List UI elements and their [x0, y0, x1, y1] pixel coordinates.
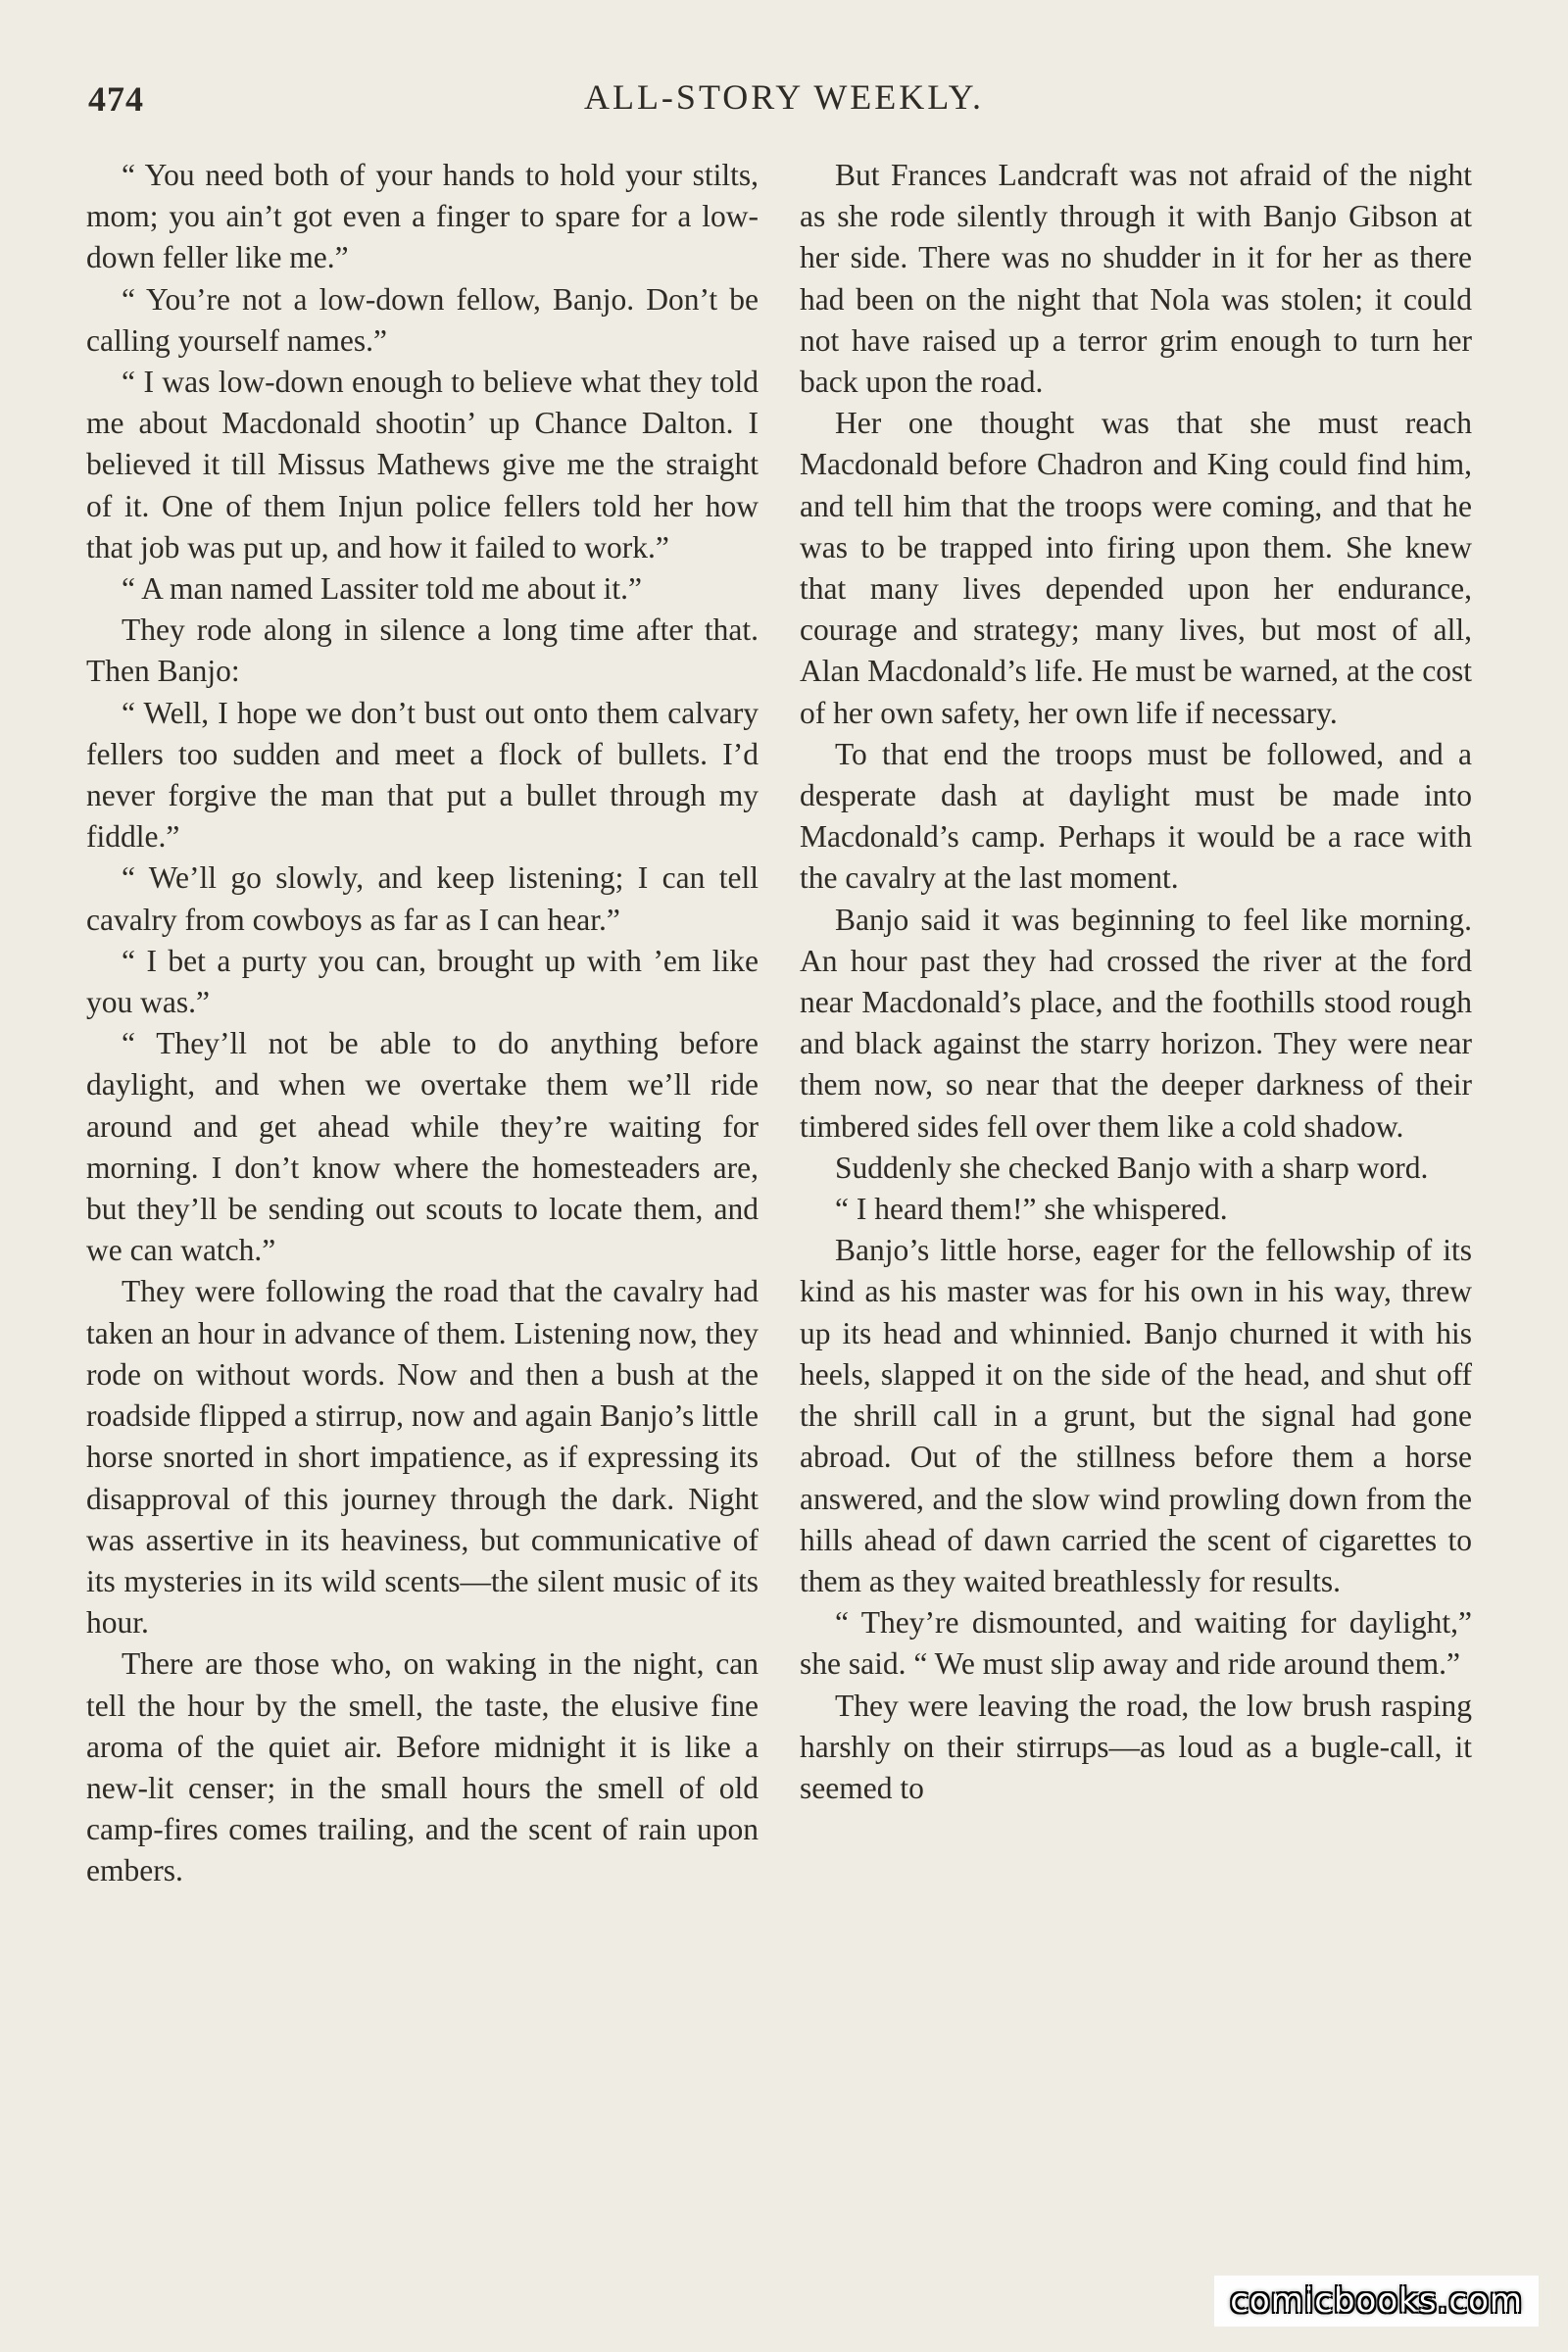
left-column: [86, 155, 759, 1892]
paragraph: “ I heard them!” she whispered.: [835, 1192, 1228, 1227]
paragraph: “ You’re not a low-down fellow, Banjo. Don’t be calling yourself names.”: [86, 281, 759, 358]
paragraph: They were leaving the road, the low brush rasping harshly on their stirrups—as loud as a bugle-call, it seemed to: [800, 1688, 1472, 1805]
paragraph: To that end the troops must be followed, and a desperate dash at daylight must be made into Macdonald’s camp. Perhaps it would be a race with the cavalry at the last moment.: [800, 736, 1472, 896]
page-number: 474: [88, 79, 144, 119]
paragraph: “ You need both of your hands to hold your stilts, mom; you ain’t got even a finger to spare for a low-down feller like me.”: [86, 158, 759, 275]
paragraph: “ I was low-down enough to believe what they told me about Macdonald shootin’ up Chance Dalton. I believed it till Missus Mathews give me the straight of it. One of them Injun police fellers told her how that job was put up, and how it failed to work.”: [86, 365, 759, 564]
paragraph: Banjo said it was beginning to feel like morning. An hour past they had crossed the river at the ford near Macdonald’s place, and the foothills stood rough and black against the starry horizon. They were near them now, so near that the deeper darkness of their timbered sides fell over them like a cold shadow.: [800, 902, 1472, 1144]
paragraph: “ Well, I hope we don’t bust out onto them calvary fellers too sudden and meet a flock of bullets. I’d never forgive the man that put a bullet through my fiddle.”: [86, 695, 759, 855]
paragraph: Suddenly she checked Banjo with a sharp word.: [835, 1150, 1429, 1185]
paragraph: “ They’re dismounted, and waiting for daylight,” she said. “ We must slip away and ride around them.”: [800, 1605, 1472, 1682]
paragraph: They were following the road that the cavalry had taken an hour in advance of them. Listening now, they rode on without words. Now and then a bush at the roadside flipped a stirrup, now and again Banjo’s little horse snorted in short impatience, as if expressing its disapproval of this journey through the dark. Night was assertive in its heaviness, but communicative of its mysteries in its wild scents—the silent music of its hour.: [86, 1274, 759, 1641]
paragraph: “ We’ll go slowly, and keep listening; I can tell cavalry from cowboys as far as I can hear.”: [86, 860, 759, 937]
running-head: ALL-STORY WEEKLY.: [583, 77, 985, 117]
paragraph: “ They’ll not be able to do anything before daylight, and when we overtake them we’ll ride around and get ahead while they’re waiting for morning. I don’t know where the homesteaders are, but they’ll be sending out scouts to locate them, and we can watch.”: [86, 1026, 759, 1268]
paragraph: There are those who, on waking in the night, can tell the hour by the smell, the taste, the elusive fine aroma of the quiet air. Before midnight it is like a new-lit censer; in the small hours the smell of old camp-fires comes trailing, and the scent of rain upon embers.: [86, 1646, 759, 1888]
paragraph: Banjo’s little horse, eager for the fellowship of its kind as his master was for his own in his way, threw up its head and whinnied. Banjo churned it with his heels, slapped it on the side of the head, and shut off the shrill call in a grunt, but the signal had gone abroad. Out of the stillness before them a horse answered, and the slow wind prowling down from the hills ahead of dawn carried the scent of cigarettes to them as they waited breathlessly for results.: [800, 1233, 1472, 1598]
paragraph: “ I bet a purty you can, brought up with ’em like you was.”: [86, 943, 759, 1020]
right-column: [800, 155, 1472, 1809]
paragraph: But Frances Landcraft was not afraid of the night as she rode silently through it with Banjo Gibson at her side. There was no shudder in it for her as there had been on the night that Nola was stolen; it could not have raised up a terror grim enough to turn her back upon the road.: [800, 158, 1472, 400]
paragraph: They rode along in silence a long time after that. Then Banjo:: [86, 612, 759, 689]
paragraph: Her one thought was that she must reach Macdonald before Chadron and King could find him, and tell him that the troops were coming, and that he was to be trapped into firing upon them. She knew that many lives depended upon her endurance, courage and strategy; many lives, but most of all, Alan Macdonald’s life. He must be warned, at the cost of her own safety, her own life if necessary.: [800, 406, 1472, 730]
watermark-logo: comicbooks.com: [1214, 2276, 1539, 2327]
paragraph: “ A man named Lassiter told me about it.”: [122, 571, 642, 607]
